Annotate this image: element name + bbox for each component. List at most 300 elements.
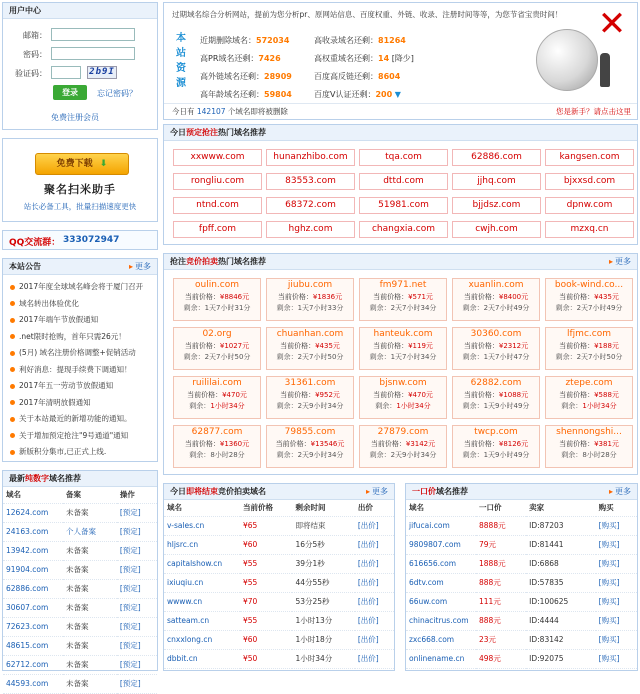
auction-time: 2天7小时49分: [483, 304, 530, 312]
auction-domain[interactable]: 62877.com: [191, 427, 243, 437]
time-label: 剩余：: [462, 402, 484, 410]
buy-link[interactable]: [购买]: [596, 649, 637, 668]
current-price: ¥50: [240, 649, 292, 668]
qq-label: QQ交流群：: [9, 238, 61, 248]
auction-title-red: 竞价拍卖: [186, 257, 218, 266]
price-label: 当前价格：: [559, 342, 595, 350]
ending-auctions-panel: [163, 483, 395, 671]
auction-time-row: [267, 303, 353, 314]
auction-card[interactable]: [173, 425, 261, 468]
hot-domain-link[interactable]: 51981.com: [359, 197, 448, 214]
stat-baidu-v: [314, 89, 401, 100]
auction-card[interactable]: [452, 278, 540, 321]
record-status: 未备案: [63, 674, 117, 693]
fixed-price: 888元: [476, 611, 526, 630]
auction-price: ¥588元: [594, 391, 619, 399]
auction-time: 2天9小时34分: [390, 451, 437, 459]
domain-link[interactable]: jifucai.com: [406, 516, 476, 535]
announcement-item[interactable]: 关于本站最近的新增功能的通知。: [10, 411, 160, 427]
hot-domain-link[interactable]: kangsen.com: [545, 149, 634, 166]
ending-title-red: 即将结束: [186, 487, 218, 496]
forgot-password-link[interactable]: 忘记密码？: [97, 89, 137, 98]
stat-high-weight: [314, 53, 414, 64]
bid-link[interactable]: [出价]: [355, 630, 394, 649]
auction-price-row: [546, 390, 632, 401]
auction-price-row: [174, 292, 260, 303]
auction-time: 2天7小时49分: [576, 304, 623, 312]
auction-price-row: [453, 390, 539, 401]
seller-id: ID:87203: [526, 516, 595, 535]
password-field[interactable]: [51, 47, 135, 60]
domain-link[interactable]: 66uw.com: [406, 592, 476, 611]
table-row: [3, 636, 157, 655]
remaining-time: 1小时18分: [292, 630, 354, 649]
reserve-link[interactable]: [预定]: [117, 636, 157, 655]
hot-domain-link[interactable]: 62886.com: [452, 149, 541, 166]
auction-domain[interactable]: book-wind.co...: [554, 280, 624, 290]
email-row: [3, 28, 161, 42]
price-label: 当前价格：: [463, 440, 499, 448]
hot-domain-link[interactable]: tqa.com: [359, 149, 448, 166]
today-post: 个域名即将被删除: [225, 107, 288, 116]
announcements-title-text: 本站公告: [9, 262, 41, 271]
announcement-item[interactable]: 2017年端午节放假通知: [10, 312, 160, 328]
auction-time: 1天9小时49分: [483, 402, 530, 410]
announcement-item[interactable]: 2017年度全球域名峰会将于厦门召开: [10, 279, 160, 295]
time-label: 剩余：: [555, 304, 577, 312]
domain-link[interactable]: 30607.com: [3, 598, 63, 617]
auction-time: 2天9小时34分: [297, 451, 344, 459]
fixed-price: 498元: [476, 649, 526, 668]
domain-link[interactable]: wwww.cn: [164, 592, 240, 611]
table-row: [3, 674, 157, 693]
domain-link[interactable]: capitalshow.cn: [164, 554, 240, 573]
auction-time: 2天7小时50分: [297, 353, 344, 361]
current-price: ¥60: [240, 535, 292, 554]
announcement-item[interactable]: (5月) 域名注册价格调整+促销活动: [10, 345, 160, 361]
announcement-item[interactable]: 域名转出体验优化: [10, 296, 160, 312]
auction-time-row: [360, 450, 446, 461]
domain-link[interactable]: 48615.com: [3, 636, 63, 655]
auction-price: ¥119元: [408, 342, 433, 350]
auction-card[interactable]: [452, 376, 540, 419]
auction-domain[interactable]: bjsnw.com: [379, 378, 427, 388]
reserve-link[interactable]: [预定]: [117, 598, 157, 617]
hot-domain-link[interactable]: jjhq.com: [452, 173, 541, 190]
stat-label: 百度V认证还剩：: [314, 90, 376, 99]
domain-link[interactable]: satteam.cn: [164, 611, 240, 630]
bid-link[interactable]: [出价]: [355, 649, 394, 668]
fixed-price: 1888元: [476, 554, 526, 573]
price-label: 当前价格：: [463, 342, 499, 350]
login-button[interactable]: 登录: [53, 85, 87, 100]
table-row: [3, 598, 157, 617]
stat-label: 高权重域名还剩：: [314, 54, 378, 63]
table-row: [164, 516, 394, 535]
paper-ball-illustration: [536, 29, 598, 91]
auction-card[interactable]: [452, 327, 540, 370]
reserve-link[interactable]: [预定]: [117, 579, 157, 598]
reserve-link[interactable]: [预定]: [117, 541, 157, 560]
auction-time-row: [546, 303, 632, 314]
auction-price-row: [267, 390, 353, 401]
fixed-title-post: 域名推荐: [436, 487, 468, 496]
auction-time-row: [267, 401, 353, 412]
table-row: [164, 630, 394, 649]
reserve-link[interactable]: [预定]: [117, 674, 157, 693]
reserve-link[interactable]: [预定]: [117, 617, 157, 636]
hot-title-post: 热门域名推荐: [218, 128, 266, 137]
auction-price: ¥3142元: [405, 440, 436, 448]
hot-domain-link[interactable]: mzxq.cn: [545, 221, 634, 238]
today-count: 142107: [196, 107, 226, 116]
stat-value: 572034: [256, 36, 290, 45]
today-deleted-bar: [164, 103, 637, 119]
auction-price-row: [267, 439, 353, 450]
hot-domain-link[interactable]: bjjdsz.com: [452, 197, 541, 214]
domain-link[interactable]: zxc668.com: [406, 630, 476, 649]
seller-id: ID:100625: [526, 592, 595, 611]
price-label: 当前价格：: [280, 391, 316, 399]
remaining-time: 39分1秒: [292, 554, 354, 573]
current-price: ¥70: [240, 592, 292, 611]
fixed-price: 888元: [476, 573, 526, 592]
domain-link[interactable]: chinacitrus.com: [406, 611, 476, 630]
hot-domain-link[interactable]: ntnd.com: [173, 197, 262, 214]
auction-domain[interactable]: 79855.com: [284, 427, 336, 437]
table-row: [3, 579, 157, 598]
hot-domain-link[interactable]: bjxxsd.com: [545, 173, 634, 190]
auction-price-row: [267, 341, 353, 352]
auction-card[interactable]: [545, 278, 633, 321]
domain-link[interactable]: 72623.com: [3, 617, 63, 636]
buy-link[interactable]: [购买]: [596, 592, 637, 611]
auction-card[interactable]: [173, 376, 261, 419]
hot-domain-link[interactable]: xxwww.com: [173, 149, 262, 166]
auction-domain[interactable]: xuanlin.com: [468, 280, 524, 290]
fixed-price: 111元: [476, 592, 526, 611]
reserve-link[interactable]: [预定]: [117, 560, 157, 579]
time-label: 剩余：: [369, 451, 391, 459]
today-pre: 今日有: [172, 107, 197, 116]
time-label: 剩余：: [183, 353, 205, 361]
domain-link[interactable]: 12624.com: [3, 503, 63, 522]
auction-price: ¥1836元: [312, 293, 343, 301]
col-buy: 购买: [596, 500, 637, 516]
table-row: [406, 516, 637, 535]
table-row: [3, 541, 157, 560]
price-label: 当前价格：: [373, 342, 409, 350]
captcha-field[interactable]: [51, 66, 81, 79]
auction-domain[interactable]: chuanhan.com: [276, 329, 344, 339]
auction-price: ¥435元: [315, 342, 340, 350]
bid-link[interactable]: [出价]: [355, 535, 394, 554]
announcement-item[interactable]: 新版积分集市,已正式上线.: [10, 444, 160, 460]
domain-link[interactable]: dbbit.cn: [164, 649, 240, 668]
domain-link[interactable]: 9809807.com: [406, 535, 476, 554]
price-label: 当前价格：: [373, 391, 409, 399]
auction-card[interactable]: [266, 425, 354, 468]
password-row: [3, 47, 161, 61]
time-label: 剩余：: [276, 353, 298, 361]
auction-price: ¥470元: [222, 391, 247, 399]
time-label: 剩余：: [561, 451, 583, 459]
stat-value: 200: [375, 90, 393, 99]
auction-card[interactable]: [452, 425, 540, 468]
stat-label: 近期删除域名：: [200, 36, 256, 45]
auction-price: ¥1027元: [219, 342, 250, 350]
time-label: 剩余：: [462, 304, 484, 312]
auction-domain[interactable]: twcp.com: [474, 427, 518, 437]
hot-domain-link[interactable]: 83553.com: [266, 173, 355, 190]
reserve-link[interactable]: [预定]: [117, 522, 157, 541]
product-tagline: 站长必备工具，批量扫描速度更快: [23, 202, 137, 211]
auction-price-row: [546, 439, 632, 450]
auction-card[interactable]: [173, 278, 261, 321]
time-label: 剩余：: [462, 353, 484, 361]
fixed-more-link[interactable]: ▸ 更多: [609, 484, 631, 500]
auction-time: 8小时28分: [210, 451, 245, 459]
auction-card[interactable]: [545, 327, 633, 370]
digit-domains-panel: [2, 470, 158, 688]
domain-link[interactable]: ixiuqiu.cn: [164, 573, 240, 592]
stat-extra: [降少]: [391, 54, 414, 63]
password-label: 密码：: [23, 50, 47, 59]
table-row: [164, 611, 394, 630]
domain-link[interactable]: 13942.com: [3, 541, 63, 560]
stat-high-backlinks: [200, 71, 292, 82]
auction-card[interactable]: [266, 278, 354, 321]
auction-domain[interactable]: shennongshi...: [556, 427, 622, 437]
auction-time-row: [453, 352, 539, 363]
stat-value: 7426: [258, 54, 281, 63]
remaining-time: 即将结束: [292, 516, 354, 535]
table-row: [406, 630, 637, 649]
table-row: [3, 655, 157, 674]
announcements-more-link[interactable]: ▸ 更多: [129, 259, 151, 275]
record-status: 个人备案: [63, 522, 117, 541]
remaining-time: 16分5秒: [292, 535, 354, 554]
email-field[interactable]: [51, 28, 135, 41]
buy-link[interactable]: [购买]: [596, 611, 637, 630]
register-link[interactable]: 免费注册会员: [51, 113, 99, 122]
auction-more-link[interactable]: ▸ 更多: [609, 254, 631, 270]
record-status: 未备案: [63, 617, 117, 636]
bid-link[interactable]: [出价]: [355, 516, 394, 535]
announcement-item[interactable]: 2017年清明放假通知: [10, 395, 160, 411]
stat-value: 8604: [378, 72, 401, 81]
stats-banner: [163, 2, 638, 120]
domain-link[interactable]: 24163.com: [3, 522, 63, 541]
auction-domain[interactable]: 02.org: [202, 329, 232, 339]
login-panel: [2, 2, 158, 130]
auction-domain[interactable]: ruililai.com: [192, 378, 242, 388]
buy-link[interactable]: [购买]: [596, 573, 637, 592]
domain-link[interactable]: 91904.com: [3, 560, 63, 579]
bid-link[interactable]: [出价]: [355, 573, 394, 592]
domain-link[interactable]: cnxxlong.cn: [164, 630, 240, 649]
hot-domain-link[interactable]: 68372.com: [266, 197, 355, 214]
price-label: 当前价格：: [184, 293, 220, 301]
digit-domains-title: [3, 471, 157, 487]
auction-card[interactable]: [173, 327, 261, 370]
auction-card[interactable]: [359, 376, 447, 419]
auction-domain[interactable]: 62882.com: [470, 378, 522, 388]
fixed-price: 8888元: [476, 516, 526, 535]
download-label: 免费下载: [56, 159, 93, 169]
auction-card[interactable]: [359, 425, 447, 468]
price-label: 当前价格：: [275, 440, 311, 448]
table-row: [3, 522, 157, 541]
time-label: 剩余：: [555, 353, 577, 361]
ending-title-post: 竞价拍卖域名: [218, 487, 266, 496]
hot-domain-link[interactable]: rongliu.com: [173, 173, 262, 190]
auction-time-row: [453, 401, 539, 412]
newbie-link[interactable]: 您是新手？请点击这里: [556, 107, 631, 116]
resource-vertical-label: [174, 31, 188, 91]
time-label: 剩余：: [276, 451, 298, 459]
table-row: [406, 554, 637, 573]
auction-card[interactable]: [266, 376, 354, 419]
free-download-button[interactable]: [35, 153, 129, 175]
stat-label: 高收录域名还剩：: [314, 36, 378, 45]
login-title: 用户中心: [3, 3, 157, 19]
vertical-char: 源: [176, 78, 186, 89]
captcha-image[interactable]: 2b9I: [87, 66, 117, 79]
reserve-link[interactable]: [预定]: [117, 503, 157, 522]
domain-link[interactable]: 6dtv.com: [406, 573, 476, 592]
domain-link[interactable]: onlinename.cn: [406, 649, 476, 668]
domain-link[interactable]: 44593.com: [3, 674, 63, 693]
domain-link[interactable]: 62886.com: [3, 579, 63, 598]
download-panel: [2, 138, 158, 222]
auction-domain[interactable]: ztepe.com: [565, 378, 613, 388]
auction-time: 1天7小时47分: [483, 353, 530, 361]
bid-link[interactable]: [出价]: [355, 611, 394, 630]
hot-domain-link[interactable]: changxia.com: [359, 221, 448, 238]
auction-domain[interactable]: jiubu.com: [287, 280, 333, 290]
hot-domain-link[interactable]: dpnw.com: [545, 197, 634, 214]
hot-domain-link[interactable]: hunanzhibo.com: [266, 149, 355, 166]
auction-time: 2天7小时50分: [204, 353, 251, 361]
auction-time-row: [267, 352, 353, 363]
time-label: 剩余：: [561, 402, 583, 410]
record-status: 未备案: [63, 598, 117, 617]
qq-number[interactable]: 333072947: [63, 235, 120, 245]
record-status: 未备案: [63, 503, 117, 522]
buy-link[interactable]: [购买]: [596, 630, 637, 649]
col-remaining: 剩余时间: [292, 500, 354, 516]
hot-domain-link[interactable]: cwjh.com: [452, 221, 541, 238]
vertical-char: 本: [176, 33, 186, 44]
announcement-item[interactable]: 利好消息：提现手续费下调通知！: [10, 362, 160, 378]
table-row: [406, 573, 637, 592]
bid-link[interactable]: [出价]: [355, 554, 394, 573]
vertical-char: 站: [176, 48, 186, 59]
domain-link[interactable]: v-sales.cn: [164, 516, 240, 535]
buy-link[interactable]: [购买]: [596, 516, 637, 535]
auction-card[interactable]: [359, 278, 447, 321]
stat-value: 81264: [378, 36, 406, 45]
auction-price-row: [453, 292, 539, 303]
auction-domain[interactable]: 31361.com: [284, 378, 336, 388]
fixed-price: 23元: [476, 630, 526, 649]
auction-price: ¥188元: [594, 342, 619, 350]
announcement-item[interactable]: 关于增加预定抢注"9号通道"通知: [10, 428, 160, 444]
ending-auctions-table: [164, 500, 394, 669]
domain-link[interactable]: hljsrc.cn: [164, 535, 240, 554]
hot-domain-link[interactable]: fpff.com: [173, 221, 262, 238]
auction-card[interactable]: [545, 425, 633, 468]
reserve-link[interactable]: [预定]: [117, 655, 157, 674]
auction-card[interactable]: [266, 327, 354, 370]
announcements-panel: [2, 258, 158, 462]
banner-close-icon[interactable]: ✕: [597, 4, 627, 44]
seller-id: ID:57835: [526, 573, 595, 592]
buy-link[interactable]: [购买]: [596, 535, 637, 554]
auction-time-row: [546, 450, 632, 461]
domain-link[interactable]: 616656.com: [406, 554, 476, 573]
price-label: 当前价格：: [463, 293, 499, 301]
auction-price-row: [174, 341, 260, 352]
table-row: [3, 617, 157, 636]
time-label: 剩余：: [183, 304, 205, 312]
price-label: 当前价格：: [280, 342, 316, 350]
auction-title-pre: 抢注: [170, 257, 186, 266]
remaining-time: 44分55秒: [292, 573, 354, 592]
vertical-char: 资: [176, 63, 186, 74]
remaining-time: 1小时13分: [292, 611, 354, 630]
auction-time: 1天7小时34分: [390, 353, 437, 361]
announcement-item[interactable]: 2017年五一劳动节放假通知: [10, 378, 160, 394]
digit-domains-table: [3, 487, 157, 694]
auction-card[interactable]: [359, 327, 447, 370]
auction-domain[interactable]: fm971.net: [379, 280, 427, 290]
buy-link[interactable]: [购买]: [596, 554, 637, 573]
time-label: 剩余：: [276, 402, 298, 410]
auction-time-row: [174, 450, 260, 461]
auction-price-row: [546, 341, 632, 352]
domain-link[interactable]: 62712.com: [3, 655, 63, 674]
auction-domain[interactable]: 27879.com: [377, 427, 429, 437]
auction-price: ¥8846元: [219, 293, 250, 301]
auction-domain[interactable]: hanteuk.com: [373, 329, 433, 339]
hot-domain-link[interactable]: dttd.com: [359, 173, 448, 190]
ending-title: [164, 484, 394, 500]
auction-price-row: [453, 439, 539, 450]
fixed-price-panel: [405, 483, 638, 671]
time-label: 剩余：: [462, 451, 484, 459]
ending-more-link[interactable]: ▸ 更多: [366, 484, 388, 500]
col-domain: 域名: [3, 487, 63, 503]
auction-domain[interactable]: 30360.com: [470, 329, 522, 339]
price-label: 当前价格：: [184, 440, 220, 448]
hot-domain-link[interactable]: hghz.com: [266, 221, 355, 238]
announcement-item[interactable]: .net限时抢购，首年只需26元！: [10, 329, 160, 345]
auction-title-post: 热门域名推荐: [218, 257, 266, 266]
col-price: 当前价格: [240, 500, 292, 516]
auction-time: 1天7小时33分: [297, 304, 344, 312]
auction-domain[interactable]: lfjmc.com: [567, 329, 611, 339]
price-label: 当前价格：: [559, 391, 595, 399]
auction-card[interactable]: [545, 376, 633, 419]
bid-link[interactable]: [出价]: [355, 592, 394, 611]
digit-title-pre: 最新: [9, 474, 25, 483]
auction-domain[interactable]: oulin.com: [195, 280, 239, 290]
table-row: [406, 592, 637, 611]
auction-time: 8小时28分: [582, 451, 617, 459]
record-status: 未备案: [63, 560, 117, 579]
